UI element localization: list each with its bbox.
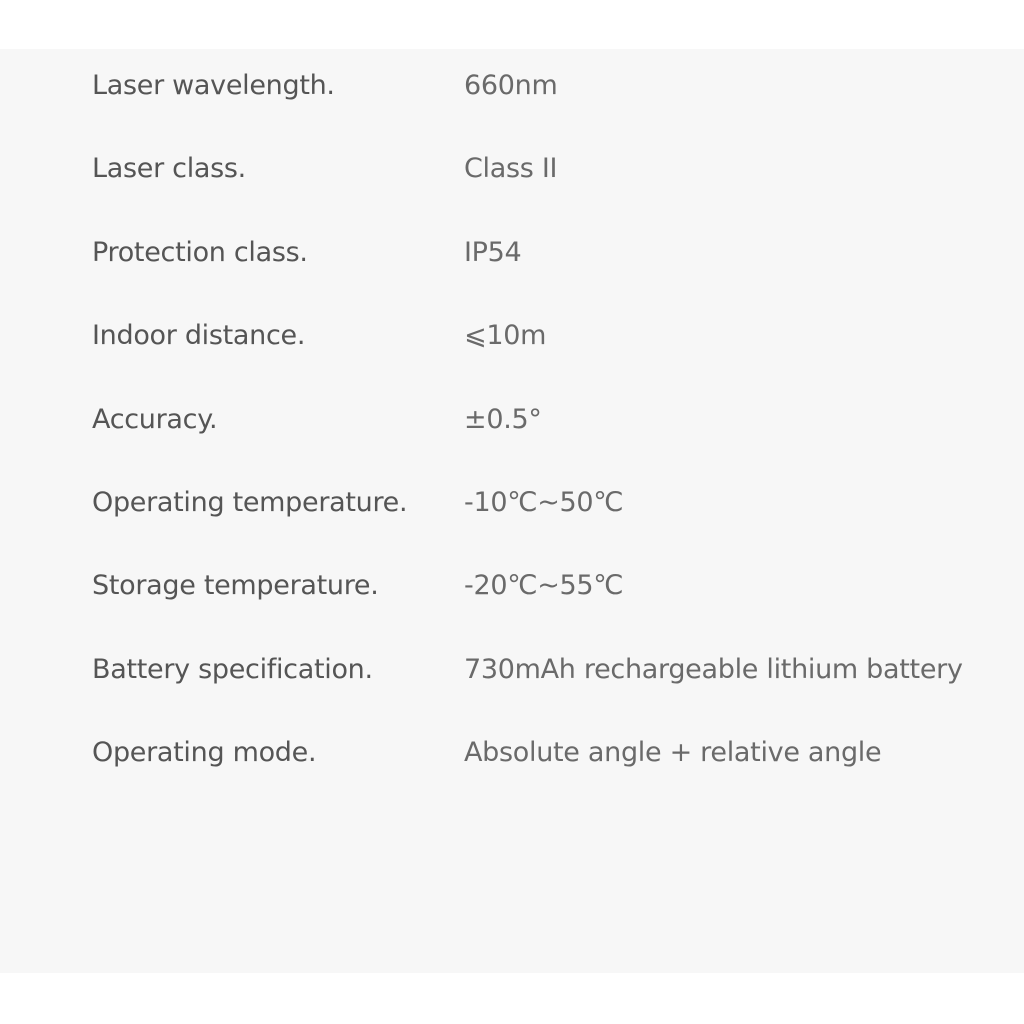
spec-label: Storage temperature. [92,570,379,602]
spec-panel [0,49,1024,973]
spec-value: 660nm [464,70,558,101]
spec-row [0,316,1024,356]
spec-label: Laser wavelength. [92,70,335,101]
spec-value: Absolute angle + relative angle [464,737,882,769]
spec-value: Class II [464,153,558,185]
spec-label: Accuracy. [92,403,218,435]
spec-value: 730mAh rechargeable lithium battery [464,653,963,685]
spec-row [0,66,1024,106]
spec-row [0,483,1024,523]
spec-row [0,400,1024,440]
spec-row [0,233,1024,273]
spec-label: Operating temperature. [92,487,408,518]
spec-row [0,650,1024,690]
spec-row [0,733,1024,773]
spec-label: Battery specification. [92,653,373,685]
spec-row [0,149,1024,189]
spec-row [0,566,1024,606]
spec-value: ⩽10m [464,320,547,352]
spec-label: Operating mode. [92,737,317,769]
spec-value: -10℃~50℃ [464,487,624,518]
spec-label: Protection class. [92,236,308,268]
spec-value: -20℃~55℃ [464,570,624,602]
spec-value: ±0.5° [464,403,542,435]
spec-value: IP54 [464,236,522,268]
spec-label: Laser class. [92,153,246,185]
spec-label: Indoor distance. [92,320,306,352]
